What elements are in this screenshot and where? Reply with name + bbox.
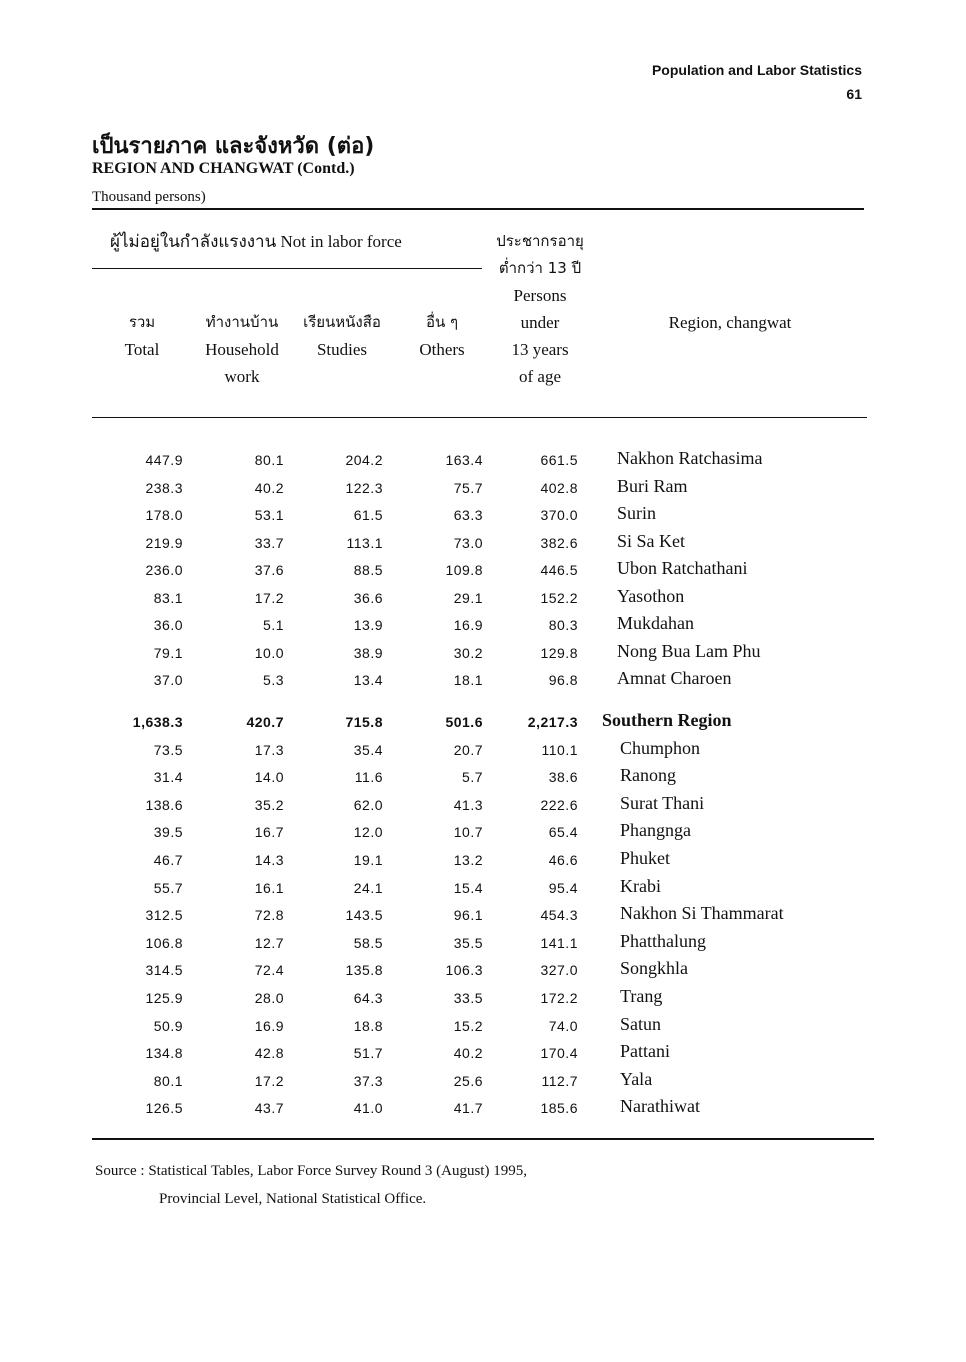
cell-others: 35.5 bbox=[453, 934, 483, 951]
table-row bbox=[0, 931, 966, 958]
cell-under13: 110.1 bbox=[541, 741, 578, 758]
source-line1: Source : Statistical Tables, Labor Force Survey Round 3 (August) 1995, bbox=[95, 1163, 527, 1179]
cell-household: 28.0 bbox=[254, 990, 284, 1006]
cell-under13: 370.0 bbox=[540, 507, 578, 523]
cell-total: 36.0 bbox=[153, 617, 183, 633]
cell-under13: 46.6 bbox=[548, 852, 578, 868]
table-row bbox=[0, 793, 966, 820]
cell-others: 25.6 bbox=[453, 1072, 483, 1089]
cell-region-changwat: Nong Bua Lam Phu bbox=[617, 640, 761, 661]
cell-region-changwat: Phangnga bbox=[620, 820, 691, 841]
table-row bbox=[0, 820, 966, 847]
cell-region-changwat: Songkhla bbox=[620, 958, 689, 979]
cell-studies: 41.0 bbox=[353, 1100, 383, 1117]
cell-household: 53.1 bbox=[254, 507, 284, 523]
cell-under13: 65.4 bbox=[548, 824, 578, 841]
table-row bbox=[0, 1041, 966, 1068]
cell-under13: 80.3 bbox=[548, 617, 578, 633]
cell-region-changwat: Ubon Ratchathani bbox=[617, 558, 748, 578]
table-row bbox=[0, 613, 966, 640]
cell-studies: 113.1 bbox=[346, 534, 383, 551]
cell-region-changwat: Chumphon bbox=[620, 737, 701, 758]
cell-studies: 61.5 bbox=[353, 507, 383, 523]
cell-household: 14.0 bbox=[254, 769, 284, 786]
cell-region-changwat: Nakhon Si Thammarat bbox=[620, 903, 784, 924]
cell-region-changwat: Surin bbox=[617, 503, 657, 523]
table-row bbox=[0, 765, 966, 792]
cell-under13: 172.2 bbox=[540, 990, 578, 1006]
cell-others: 75.7 bbox=[453, 479, 483, 496]
cell-others: 33.5 bbox=[453, 990, 483, 1006]
cell-region-changwat: Satun bbox=[620, 1013, 662, 1034]
cell-household: 72.4 bbox=[254, 962, 284, 979]
region-total-row bbox=[0, 710, 966, 737]
table-bottom-rule bbox=[92, 1138, 874, 1140]
cell-total: 178.0 bbox=[145, 507, 183, 523]
cell-region-changwat: Narathiwat bbox=[620, 1096, 700, 1117]
studies-en: Studies bbox=[316, 340, 368, 359]
cell-total: 126.5 bbox=[145, 1100, 183, 1117]
cell-others: 63.3 bbox=[453, 507, 483, 523]
cell-studies: 51.7 bbox=[353, 1045, 383, 1062]
cell-region-changwat: Krabi bbox=[620, 875, 661, 896]
cell-total: 219.9 bbox=[145, 534, 183, 551]
cell-studies: 35.4 bbox=[353, 741, 383, 758]
cell-studies: 37.3 bbox=[353, 1072, 383, 1089]
cell-others: 163.4 bbox=[445, 452, 483, 468]
cell-studies: 11.6 bbox=[354, 769, 383, 786]
others-header bbox=[400, 309, 484, 363]
cell-studies: 24.1 bbox=[353, 879, 383, 896]
table-row bbox=[0, 641, 966, 668]
cell-others: 13.2 bbox=[453, 852, 483, 868]
cell-household: 17.2 bbox=[254, 1072, 284, 1089]
cell-others: 41.3 bbox=[453, 796, 483, 813]
region-changwat-header: Region, changwat bbox=[668, 313, 792, 332]
cell-studies: 58.5 bbox=[353, 934, 383, 951]
table-row bbox=[0, 668, 966, 695]
table-row bbox=[0, 903, 966, 930]
cell-household: 420.7 bbox=[246, 714, 284, 730]
cell-total: 314.5 bbox=[145, 962, 183, 979]
cell-others: 15.2 bbox=[453, 1017, 483, 1034]
cell-total: 125.9 bbox=[145, 990, 183, 1006]
cell-others: 106.3 bbox=[445, 962, 483, 979]
cell-under13: 446.5 bbox=[540, 562, 578, 578]
cell-total: 138.6 bbox=[145, 796, 183, 813]
cell-household: 10.0 bbox=[254, 644, 284, 661]
cell-region-changwat: Phatthalung bbox=[620, 930, 706, 951]
cell-region-changwat: Southern Region bbox=[602, 710, 732, 730]
table-row bbox=[0, 986, 966, 1013]
cell-others: 109.8 bbox=[445, 562, 483, 578]
cell-studies: 122.3 bbox=[345, 479, 383, 496]
cell-region-changwat: Phuket bbox=[620, 848, 671, 868]
cell-region-changwat: Yala bbox=[620, 1068, 653, 1089]
cell-studies: 13.4 bbox=[353, 672, 383, 688]
running-header-title: Population and Labor Statistics bbox=[651, 62, 862, 78]
cell-others: 96.1 bbox=[453, 907, 483, 924]
table-title-english: REGION AND CHANGWAT (Contd.) bbox=[92, 160, 355, 177]
cell-under13: 74.0 bbox=[548, 1017, 578, 1034]
cell-others: 29.1 bbox=[453, 589, 483, 606]
cell-total: 106.8 bbox=[145, 934, 183, 951]
table-row bbox=[0, 1069, 966, 1096]
cell-household: 43.7 bbox=[254, 1100, 284, 1117]
cell-under13: 327.0 bbox=[540, 962, 578, 979]
under13-header bbox=[480, 228, 600, 390]
cell-total: 50.9 bbox=[153, 1017, 183, 1034]
cell-studies: 19.1 bbox=[353, 852, 383, 868]
group-underline-rule bbox=[92, 268, 482, 269]
cell-others: 5.7 bbox=[462, 769, 483, 786]
cell-total: 83.1 bbox=[153, 589, 183, 606]
source-note bbox=[95, 1157, 527, 1213]
cell-total: 80.1 bbox=[153, 1072, 183, 1089]
cell-household: 37.6 bbox=[254, 562, 284, 578]
cell-household: 17.3 bbox=[254, 741, 284, 758]
table-row bbox=[0, 503, 966, 530]
cell-total: 73.5 bbox=[153, 741, 183, 758]
table-row bbox=[0, 876, 966, 903]
table-row bbox=[0, 586, 966, 613]
table-title-thai: เป็นรายภาค และจังหวัด (ต่อ) bbox=[92, 134, 375, 159]
cell-under13: 185.6 bbox=[540, 1100, 578, 1117]
cell-total: 236.0 bbox=[145, 562, 183, 578]
cell-total: 37.0 bbox=[153, 672, 183, 688]
table-row bbox=[0, 558, 966, 585]
cell-total: 134.8 bbox=[145, 1045, 183, 1062]
cell-studies: 88.5 bbox=[353, 562, 383, 578]
cell-region-changwat: Yasothon bbox=[617, 585, 685, 606]
cell-total: 46.7 bbox=[153, 852, 183, 868]
cell-studies: 204.2 bbox=[345, 452, 383, 468]
total-thai: รวม bbox=[128, 313, 156, 331]
table-row bbox=[0, 958, 966, 985]
cell-others: 18.1 bbox=[453, 672, 483, 688]
studies-header bbox=[292, 309, 392, 363]
under13-en-line2: under bbox=[520, 313, 560, 332]
table-row bbox=[0, 848, 966, 875]
cell-under13: 402.8 bbox=[540, 479, 578, 496]
cell-under13: 95.4 bbox=[548, 879, 578, 896]
cell-total: 79.1 bbox=[153, 644, 183, 661]
cell-household: 42.8 bbox=[254, 1045, 284, 1062]
cell-household: 5.3 bbox=[263, 672, 284, 688]
under13-thai-line2: ต่ำกว่า 13 ปี bbox=[498, 259, 582, 277]
cell-total: 31.4 bbox=[153, 769, 183, 786]
household-en-line2: work bbox=[224, 367, 260, 386]
cell-under13: 96.8 bbox=[548, 672, 578, 688]
cell-under13: 38.6 bbox=[548, 769, 578, 786]
cell-household: 12.7 bbox=[254, 934, 284, 951]
cell-household: 72.8 bbox=[254, 907, 284, 924]
cell-region-changwat: Mukdahan bbox=[617, 613, 694, 633]
others-en: Others bbox=[419, 340, 465, 359]
under13-thai-line1: ประชากรอายุ bbox=[496, 232, 584, 250]
cell-household: 16.1 bbox=[254, 879, 284, 896]
others-thai: อื่น ๆ bbox=[425, 313, 459, 331]
cell-studies: 62.0 bbox=[353, 796, 383, 813]
household-en-line1: Household bbox=[205, 340, 279, 359]
cell-studies: 13.9 bbox=[353, 617, 383, 633]
cell-household: 80.1 bbox=[254, 452, 284, 468]
cell-total: 238.3 bbox=[145, 479, 183, 496]
cell-under13: 2,217.3 bbox=[527, 714, 578, 730]
cell-studies: 38.9 bbox=[353, 644, 383, 661]
cell-region-changwat: Pattani bbox=[620, 1041, 670, 1062]
cell-studies: 12.0 bbox=[353, 824, 383, 841]
cell-region-changwat: Ranong bbox=[620, 765, 676, 786]
cell-others: 10.7 bbox=[453, 824, 483, 841]
total-en: Total bbox=[124, 340, 160, 359]
cell-region-changwat: Surat Thani bbox=[620, 792, 705, 813]
cell-household: 16.7 bbox=[254, 824, 284, 841]
cell-under13: 222.6 bbox=[540, 796, 578, 813]
header-bottom-rule bbox=[92, 417, 867, 418]
cell-others: 20.7 bbox=[453, 741, 483, 758]
cell-household: 5.1 bbox=[263, 617, 284, 633]
under13-en-line1: Persons bbox=[513, 286, 567, 305]
cell-region-changwat: Trang bbox=[620, 986, 663, 1006]
table-row bbox=[0, 1096, 966, 1123]
cell-region-changwat: Buri Ram bbox=[617, 475, 688, 496]
cell-studies: 36.6 bbox=[353, 589, 383, 606]
cell-household: 14.3 bbox=[254, 852, 284, 868]
table-row bbox=[0, 476, 966, 503]
cell-others: 73.0 bbox=[453, 534, 483, 551]
cell-studies: 715.8 bbox=[345, 714, 383, 730]
cell-total: 447.9 bbox=[145, 452, 183, 468]
cell-under13: 454.3 bbox=[540, 907, 578, 924]
cell-region-changwat: Nakhon Ratchasima bbox=[617, 448, 763, 468]
studies-thai: เรียนหนังสือ bbox=[303, 313, 381, 331]
cell-total: 39.5 bbox=[153, 824, 183, 841]
cell-household: 35.2 bbox=[254, 796, 284, 813]
cell-household: 40.2 bbox=[254, 479, 284, 496]
household-header bbox=[190, 309, 294, 390]
table-row bbox=[0, 448, 966, 475]
cell-under13: 152.2 bbox=[540, 589, 578, 606]
unit-label: Thousand persons) bbox=[92, 189, 206, 205]
cell-others: 16.9 bbox=[453, 617, 483, 633]
source-line2: Provincial Level, National Statistical Office. bbox=[159, 1191, 427, 1207]
top-rule bbox=[92, 208, 864, 210]
cell-under13: 170.4 bbox=[540, 1045, 578, 1062]
cell-total: 312.5 bbox=[145, 907, 183, 924]
cell-region-changwat: Amnat Charoen bbox=[617, 668, 732, 688]
table-row bbox=[0, 531, 966, 558]
page-number: 61 bbox=[846, 86, 862, 102]
cell-total: 55.7 bbox=[153, 879, 183, 896]
cell-total: 1,638.3 bbox=[132, 714, 183, 730]
cell-household: 16.9 bbox=[254, 1017, 284, 1034]
cell-others: 30.2 bbox=[453, 644, 483, 661]
table-row bbox=[0, 738, 966, 765]
cell-under13: 129.8 bbox=[540, 644, 578, 661]
cell-studies: 135.8 bbox=[345, 962, 383, 979]
cell-household: 33.7 bbox=[254, 534, 284, 551]
cell-under13: 141.1 bbox=[540, 934, 578, 951]
under13-en-line3: 13 years bbox=[511, 340, 569, 359]
cell-under13: 382.6 bbox=[540, 534, 578, 551]
cell-others: 41.7 bbox=[453, 1100, 483, 1117]
cell-studies: 18.8 bbox=[353, 1017, 383, 1034]
cell-studies: 143.5 bbox=[345, 907, 383, 924]
cell-others: 501.6 bbox=[445, 714, 483, 730]
cell-region-changwat: Si Sa Ket bbox=[617, 530, 686, 551]
not-in-labor-force-group-header: ผู้ไม่อยู่ในกำลังแรงงาน Not in labor force bbox=[110, 232, 402, 251]
cell-household: 17.2 bbox=[254, 589, 284, 606]
cell-others: 40.2 bbox=[453, 1045, 483, 1062]
cell-under13: 661.5 bbox=[540, 452, 578, 468]
under13-en-line4: of age bbox=[518, 367, 561, 386]
table-row bbox=[0, 1014, 966, 1041]
cell-under13: 112.7 bbox=[541, 1072, 578, 1089]
cell-others: 15.4 bbox=[453, 879, 483, 896]
cell-studies: 64.3 bbox=[353, 990, 383, 1006]
total-header bbox=[100, 309, 184, 363]
household-thai: ทำงานบ้าน bbox=[205, 313, 279, 331]
